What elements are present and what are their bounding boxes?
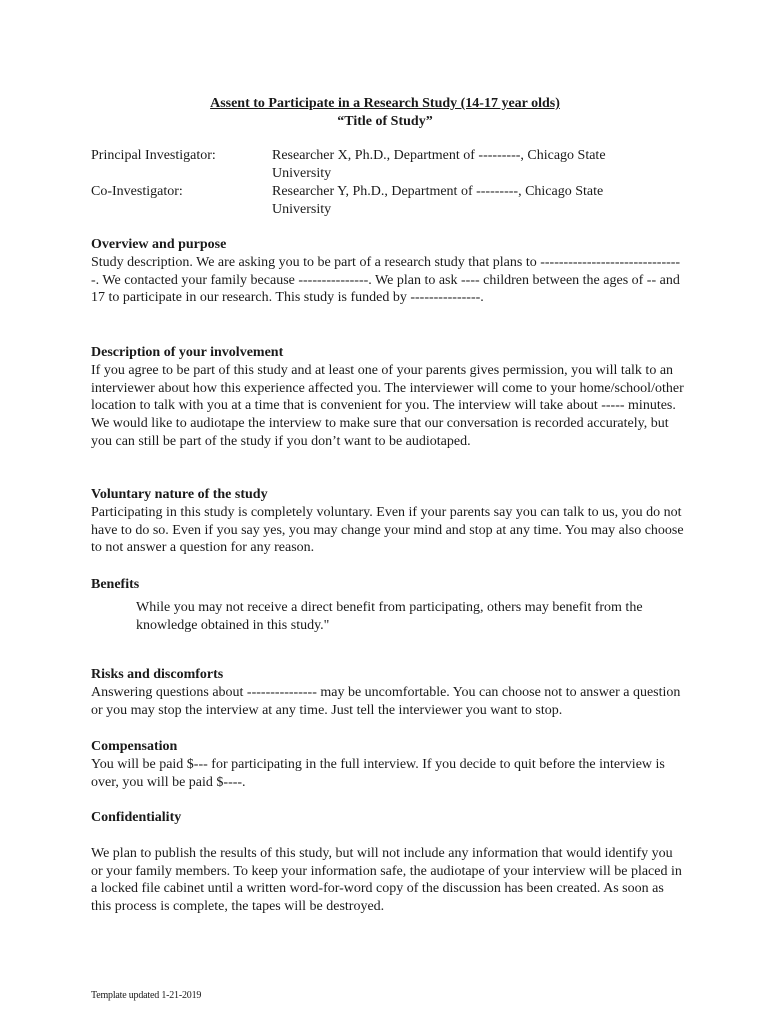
section-text-benefits: While you may not receive a direct benefit from participating, others may benefit from the knowledge obtained in this study." xyxy=(136,599,643,633)
section-heading-confidentiality: Confidentiality xyxy=(91,810,182,825)
section-text-compensation: You will be paid $--- for participating in the full interview. If you decide to quit before the interview is over, you will be paid $----. xyxy=(91,756,665,790)
section-overview xyxy=(91,236,685,307)
section-heading-benefits: Benefits xyxy=(91,577,140,592)
section-text-overview: Study description. We are asking you to be part of a research study that plans to -------------------------------. We contacted your family because ---------------. We plan to ask ---- children between the ages of -- and 17 to participate in our research. This study is funded by ---------------. xyxy=(91,254,681,306)
principal-investigator-label: Principal Investigator: xyxy=(91,148,216,163)
section-voluntary xyxy=(91,486,685,557)
section-heading-involvement: Description of your involvement xyxy=(91,345,284,360)
document-title: Assent to Participate in a Research Study (14-17 year olds) xyxy=(210,96,560,111)
section-text-confidentiality: We plan to publish the results of this study, but will not include any information that would identify you or your family members. To keep your information safe, the audiotape of your interview will be placed in a locked file cabinet until a written word-for-word copy of the discussion has been created. As soon as this process is complete, the tapes will be destroyed. xyxy=(91,845,682,915)
section-heading-overview: Overview and purpose xyxy=(91,237,227,252)
section-involvement xyxy=(91,344,685,451)
co-investigator-detail: Researcher Y, Ph.D., Department of ---------, Chicago State University xyxy=(272,184,604,217)
co-investigator-label: Co-Investigator: xyxy=(91,184,183,199)
section-text-involvement: If you agree to be part of this study and at least one of your parents gives permission, you will talk to an interviewer about how this experience affected you. The interviewer will come to your home/school/other location to talk with you at a time that is convenient for you. The interview will take about ----- minutes. We would like to audiotape the interview to make sure that our conversation is recorded accurately, but you can still be part of the study if you don’t want to be audiotaped. xyxy=(91,362,684,449)
section-compensation xyxy=(91,738,685,791)
section-text-risks: Answering questions about --------------- may be uncomfortable. You can choose not to answer a question or you may stop the interview at any time. Just tell the interviewer you want to stop. xyxy=(91,684,681,718)
section-heading-compensation: Compensation xyxy=(91,739,178,754)
section-confidentiality xyxy=(91,809,685,916)
footer-template-note: Template updated 1-21-2019 xyxy=(91,990,202,1001)
section-heading-risks: Risks and discomforts xyxy=(91,667,224,682)
study-title: “Title of Study” xyxy=(337,114,433,129)
section-heading-voluntary: Voluntary nature of the study xyxy=(91,487,268,502)
section-risks xyxy=(91,666,685,719)
principal-investigator-detail: Researcher X, Ph.D., Department of ---------, Chicago State University xyxy=(272,148,606,181)
section-benefits xyxy=(91,576,685,634)
section-text-voluntary: Participating in this study is completely voluntary. Even if your parents say you can talk to us, you do not have to do so. Even if you say yes, you may change your mind and stop at any time. You may also choose to not answer a question for any reason. xyxy=(91,504,684,556)
